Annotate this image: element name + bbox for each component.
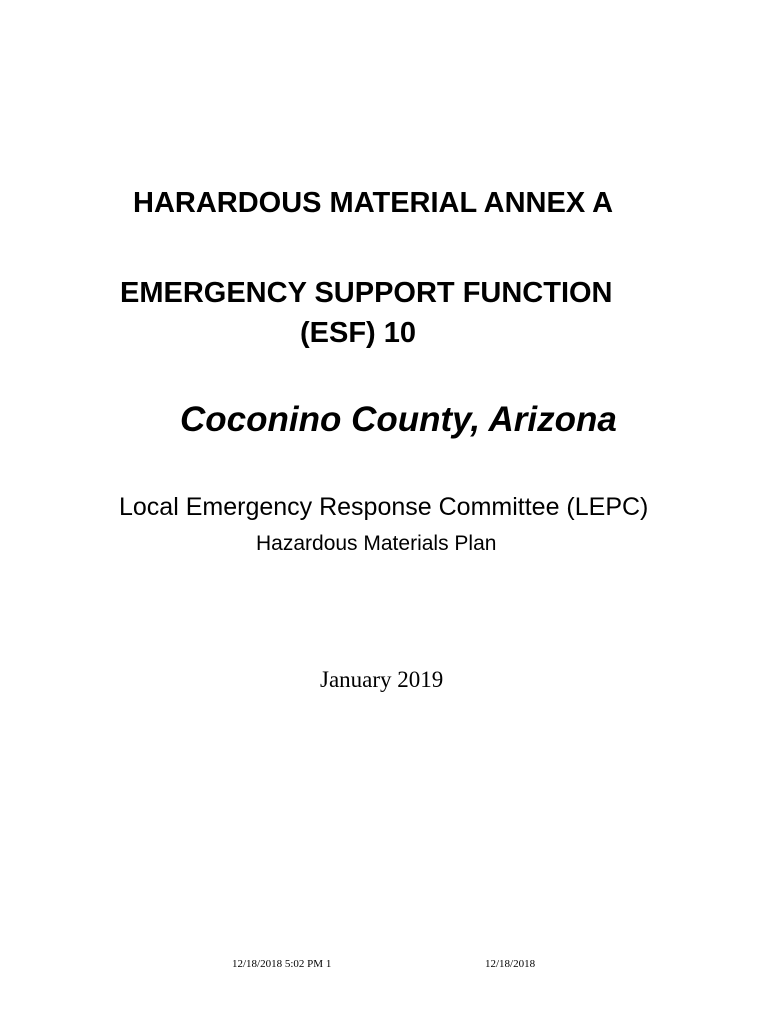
plan-name: Hazardous Materials Plan <box>256 532 497 555</box>
esf-title-line1: EMERGENCY SUPPORT FUNCTION <box>120 277 613 309</box>
footer-date: 12/18/2018 <box>485 958 536 970</box>
document-date: January 2019 <box>320 667 444 692</box>
annex-title: HARARDOUS MATERIAL ANNEX A <box>133 187 614 219</box>
footer-timestamp-page: 12/18/2018 5:02 PM 1 <box>232 958 332 970</box>
esf-title-line2: (ESF) 10 <box>300 317 417 349</box>
committee-name: Local Emergency Response Committee (LEPC) <box>119 493 649 521</box>
county-title: Coconino County, Arizona <box>180 400 617 439</box>
